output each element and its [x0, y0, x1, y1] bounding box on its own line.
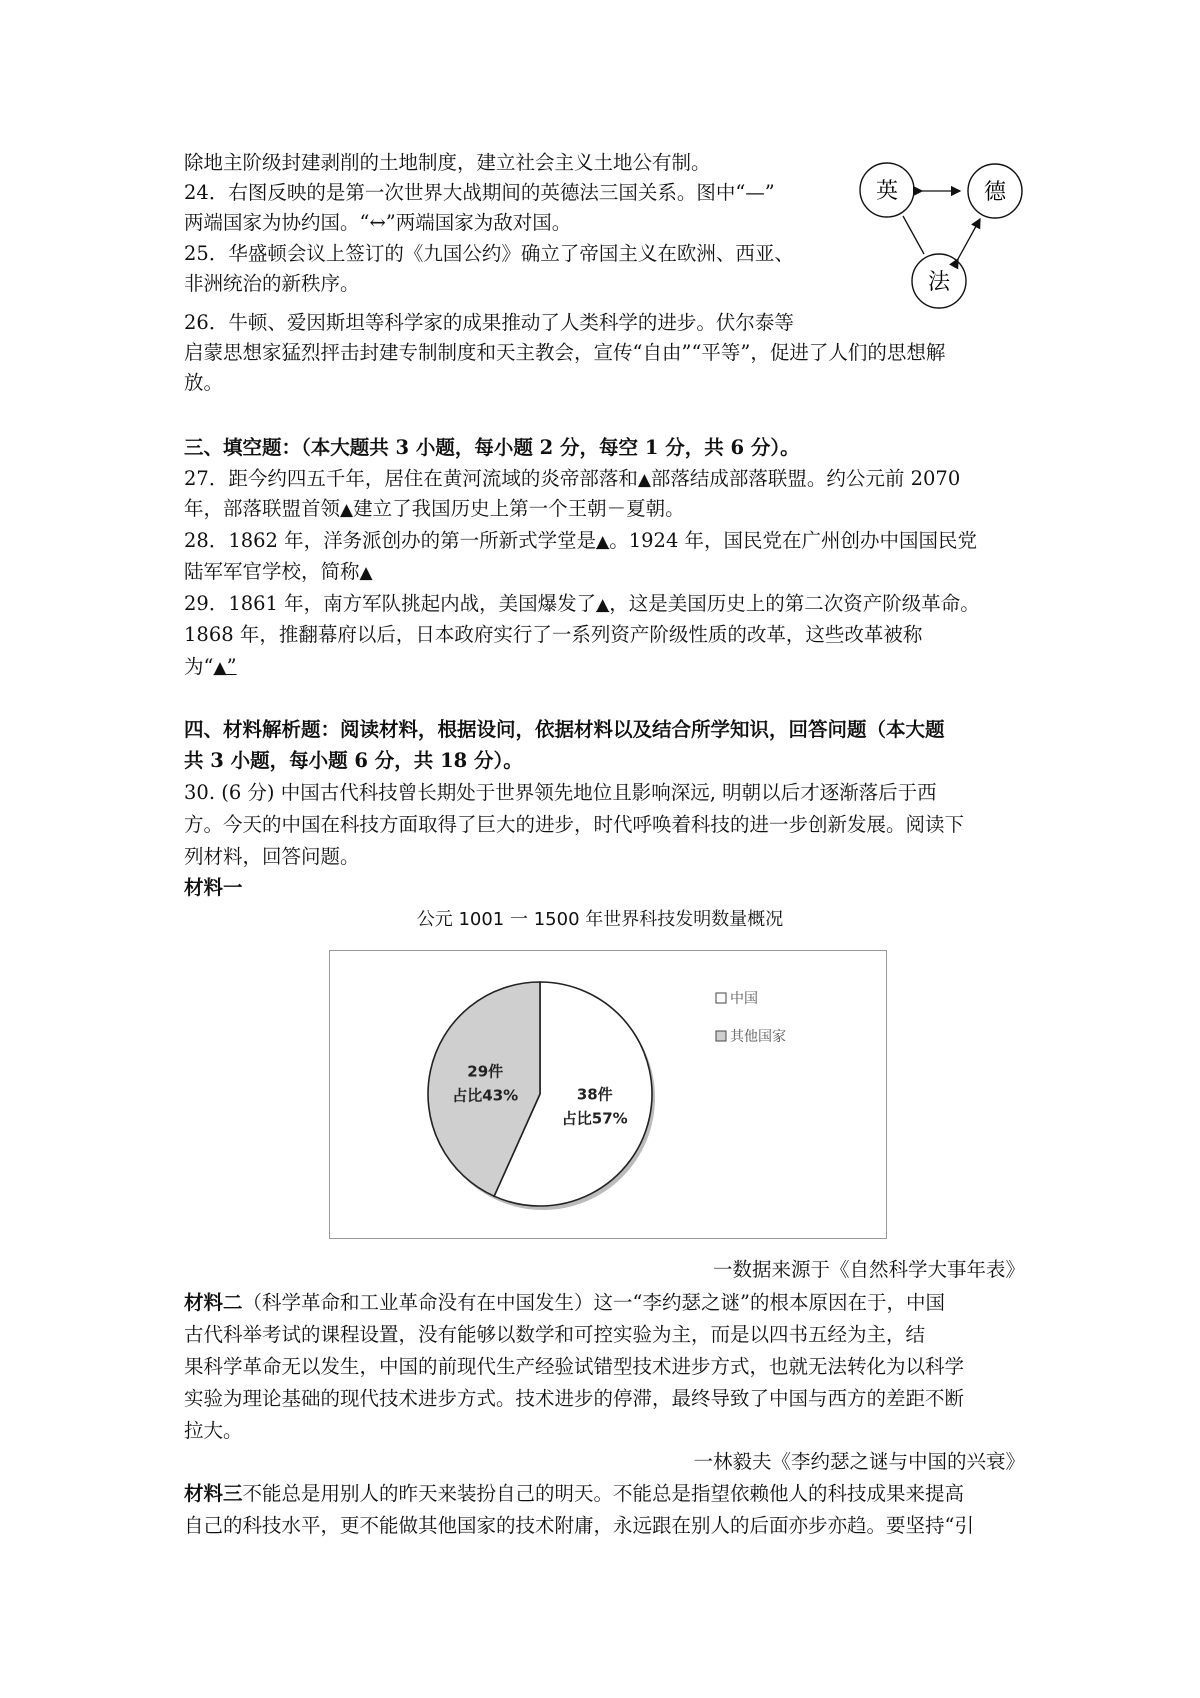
- node-germany: 德: [983, 180, 1007, 205]
- blank-mark: ▲: [359, 563, 373, 583]
- text: 29．1861 年，南方军队挑起内战，美国爆发了: [184, 592, 597, 615]
- material-2-label: 材料二: [184, 1291, 243, 1314]
- question-24-line2: 两端国家为协约国。“↔”两端国家为敌对国。: [184, 211, 572, 234]
- text: （科学革命和工业革命没有在中国发生）这一“李约瑟之谜”的根本原因在于，中国: [242, 1291, 945, 1314]
- blank-mark: ▲: [637, 470, 651, 490]
- material-2-line4: 实验为理论基础的现代技术进步方式。技术进步的停滞，最终导致了中国与西方的差距不断: [184, 1387, 965, 1410]
- material-3-label: 材料三: [184, 1482, 243, 1505]
- source-1: 一数据来源于《自然科学大事年表》: [712, 1258, 1025, 1281]
- material-2-line5: 拉大。: [184, 1419, 243, 1442]
- question-30-line3: 列材料，回答问题。: [184, 845, 360, 868]
- material-3-line1: [184, 1479, 964, 1509]
- question-29-line3: [184, 652, 237, 683]
- material-3-line2: 自己的科技水平，更不能做其他国家的技术附庸，永远跟在别人的后面亦步亦趋。要坚持“引: [184, 1514, 974, 1537]
- legend-label: 其他国家: [730, 1029, 786, 1045]
- pie-slice-label: 占比57%: [561, 1109, 628, 1128]
- material-2-line3: 果科学革命无以发生，中国的前现代生产经验试错型技术进步方式，也就无法转化为以科学: [184, 1355, 965, 1378]
- section-3-heading: 三、填空题：（本大题共 3 小题，每小题 2 分，每空 1 分，共 6 分）。: [184, 436, 800, 459]
- section-4-heading-line2: 共 3 小题，每小题 6 分，共 18 分）。: [184, 749, 523, 772]
- text: 部落结成部落联盟。约公元前 2070: [650, 467, 961, 490]
- text: 建立了我国历史上第一个王朝－夏朝。: [353, 497, 685, 520]
- question-26-line3: 放。: [184, 371, 224, 394]
- question-24-line1: 24．右图反映的是第一次世界大战期间的英德法三国关系。图中“—”: [184, 181, 775, 204]
- pie-chart: [330, 951, 886, 1238]
- question-26-line2: 启蒙思想家猛烈抨击封建专制制度和天主教会，宣传“自由”“平等”，促进了人们的思想解: [184, 341, 946, 364]
- source-2: 一林毅夫《李约瑟之谜与中国的兴衰》: [693, 1450, 1025, 1473]
- blank-mark: ▲: [596, 595, 610, 615]
- text: 年，部落联盟首领: [184, 497, 341, 520]
- question-28-line2: [184, 557, 373, 588]
- question-25-line1: 25．华盛顿会议上签订的《九国公约》确立了帝国主义在欧洲、西亚、: [184, 242, 794, 265]
- legend-swatch: [716, 1031, 726, 1041]
- line-britain-france: [903, 216, 924, 254]
- question-30-line1: 30. (6 分) 中国古代科技曾长期处于世界领先地位且影响深远, 明朝以后才逐渐落后于西: [184, 781, 937, 804]
- chart-frame: [329, 950, 887, 1239]
- question-28-line1: [184, 526, 977, 557]
- legend-label: 中国: [730, 991, 758, 1007]
- question-25-line2: 非洲统治的新秩序。: [184, 272, 360, 295]
- text: 不能总是用别人的昨天来装扮自己的明天。不能总是指望依赖他人的科技成果来提高: [242, 1482, 965, 1505]
- blank-mark: ▲: [340, 500, 354, 520]
- text: ”: [226, 655, 237, 678]
- relations-diagram: [850, 158, 1050, 318]
- material-1-label: 材料一: [184, 876, 243, 899]
- question-27-line1: [184, 464, 960, 495]
- text: 28．1862 年，洋务派创办的第一所新式学堂是: [184, 529, 597, 552]
- legend-swatch: [716, 993, 726, 1003]
- question-26-line1: 26．牛顿、爱因斯坦等科学家的成果推动了人类科学的进步。伏尔泰等: [184, 311, 794, 334]
- text-line: 除地主阶级封建剥削的土地制度，建立社会主义土地公有制。: [184, 151, 711, 174]
- section-4-heading-line1: 四、材料解析题：阅读材料，根据设问，依据材料以及结合所学知识，回答问题（本大题: [184, 718, 945, 741]
- question-30-line2: 方。今天的中国在科技方面取得了巨大的进步，时代呼唤着科技的进一步创新发展。阅读下: [184, 813, 965, 836]
- material-2-line1: [184, 1288, 945, 1318]
- blank-mark: ▲: [213, 658, 227, 678]
- text: 为“: [184, 655, 214, 678]
- question-27-line2: [184, 494, 685, 525]
- blank-mark: ▲: [596, 532, 610, 552]
- text: 陆军军官学校，简称: [184, 560, 360, 583]
- text: 27．距今约四五千年，居住在黄河流域的炎帝部落和: [184, 467, 638, 490]
- text: ，这是美国历史上的第二次资产阶级革命。: [609, 592, 980, 615]
- pie-slice-label: 38件: [576, 1085, 613, 1104]
- question-29-line2: 1868 年，推翻幕府以后，日本政府实行了一系列资产阶级性质的改革，这些改革被称: [184, 623, 923, 646]
- node-france: 法: [927, 270, 951, 295]
- pie-slice-label: 占比43%: [452, 1086, 519, 1105]
- pie-slice-label: 29件: [467, 1062, 504, 1081]
- text: 。1924 年，国民党在广州创办中国国民党: [609, 529, 978, 552]
- material-2-line2: 古代科举考试的课程设置，没有能够以数学和可控实验为主，而是以四书五经为主，结: [184, 1323, 926, 1346]
- chart-title: 公元 1001 一 1500 年世界科技发明数量概况: [416, 909, 784, 930]
- arrow-germany-france: [958, 219, 980, 259]
- question-29-line1: [184, 589, 980, 620]
- node-britain: 英: [875, 179, 899, 204]
